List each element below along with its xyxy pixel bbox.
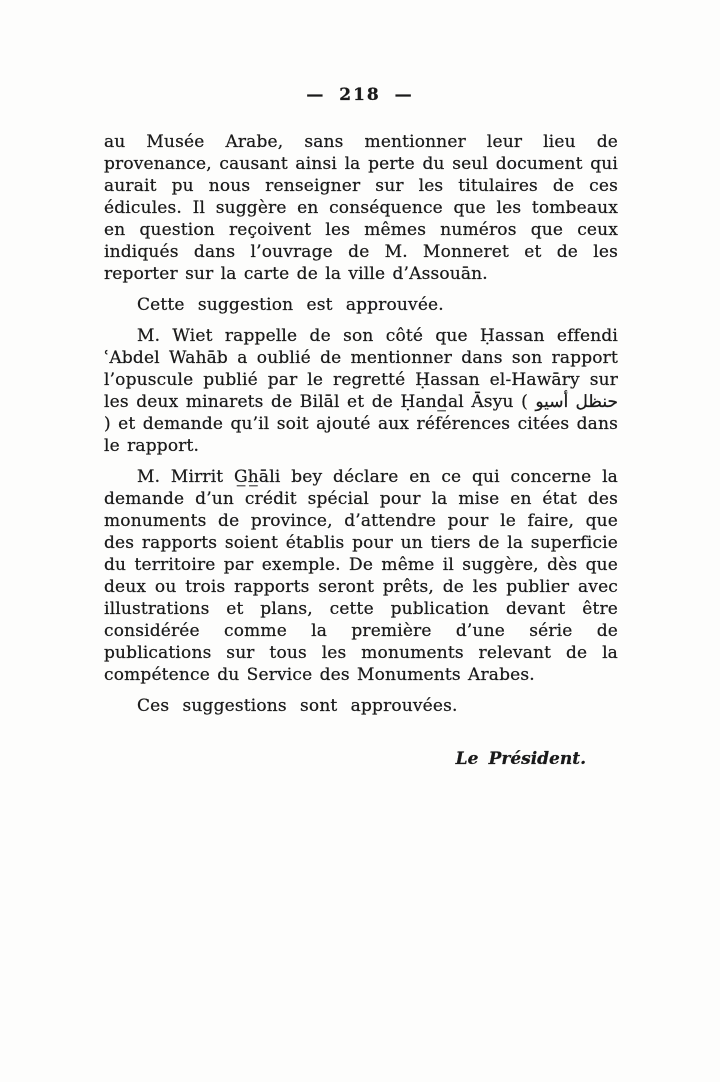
page-number: — 218 — [306, 85, 414, 105]
text-block [104, 131, 618, 770]
paragraph-wiet-remark: M. Wiet rappelle de son côté que Ḥassan effendi ʿAbdel Wahāb a oublié de mentionner dans son rapport l’opuscule publié par le regretté Ḥassan el-Hawāry sur les deux minarets de Bilāl et de Ḥand̲al Āsyu ( حنظل أسيو ) et demande qu’il soit ajouté aux références citées dans le rapport. [104, 326, 618, 456]
paragraph-ghali-declaration: M. Mirrit G̲h̲āli bey déclare en ce qui concerne la demande d’un crédit spécial pour la mise en état des monuments de province, d’attendre pour le faire, que des rapports soient établis pour un tiers de la superficie du territoire par exemple. De même il suggère, dès que deux ou trois rapports seront prêts, de les publier avec illustrations et plans, cette publication devant être considérée comme la première d’une série de publications sur tous les monuments relevant de la compétence du Service des Monuments Arabes. [104, 467, 618, 685]
paragraph-continuation: au Musée Arabe, sans mentionner leur lieu de provenance, causant ainsi la perte du seul document qui aurait pu nous renseigner sur les titulaires de ces édicules. Il suggère en conséquence que les tombeaux en question reçoivent les mêmes numéros que ceux indiqués dans l’ouvrage de M. Monneret et de les reporter sur la carte de la ville d’Assouān. [104, 132, 618, 284]
signature-le-president: Le Président. [455, 749, 586, 769]
paragraph-approval: Ces suggestions sont approuvées. [137, 696, 458, 716]
paragraph-approval: Cette suggestion est approuvée. [137, 295, 444, 315]
